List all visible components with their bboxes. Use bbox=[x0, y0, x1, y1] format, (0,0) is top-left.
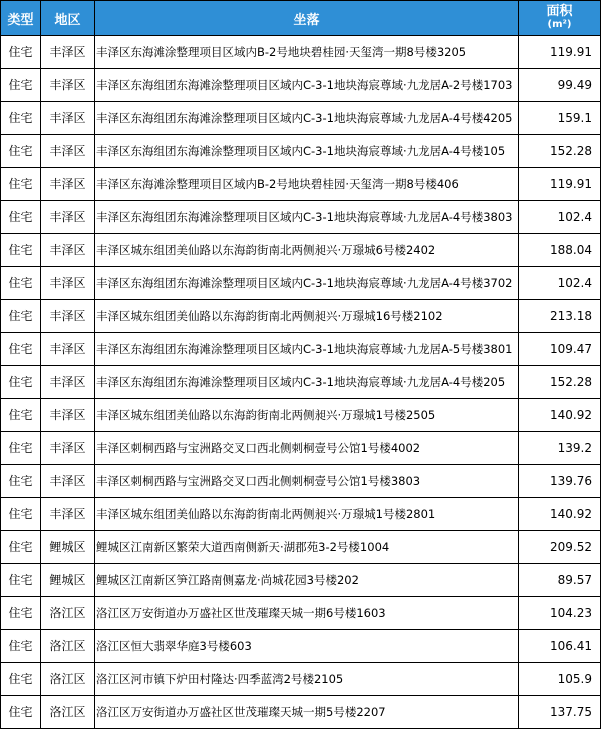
cell-district: 丰泽区 bbox=[41, 399, 95, 432]
table-row bbox=[1, 69, 601, 102]
cell-address: 洛江区河市镇下炉田村隆达·四季蓝湾2号楼2105 bbox=[95, 663, 519, 696]
table-row bbox=[1, 597, 601, 630]
cell-area: 188.04 bbox=[519, 234, 601, 267]
cell-district: 丰泽区 bbox=[41, 333, 95, 366]
table-row bbox=[1, 300, 601, 333]
header-area-unit: (m²) bbox=[547, 19, 572, 30]
cell-address: 丰泽区东海组团东海滩涂整理项目区域内C-3-1地块海宸尊域·九龙居A-4号楼3803 bbox=[95, 201, 519, 234]
table-header bbox=[1, 1, 601, 36]
cell-type: 住宅 bbox=[1, 201, 41, 234]
cell-district: 丰泽区 bbox=[41, 201, 95, 234]
cell-district: 丰泽区 bbox=[41, 498, 95, 531]
table-row bbox=[1, 663, 601, 696]
cell-address: 洛江区万安街道办万盛社区世茂璀璨天城一期6号楼1603 bbox=[95, 597, 519, 630]
cell-address: 丰泽区东海滩涂整理项目区域内B-2号地块碧桂园·天玺湾一期8号楼3205 bbox=[95, 36, 519, 69]
cell-address: 洛江区恒大翡翠华庭3号楼603 bbox=[95, 630, 519, 663]
cell-address: 丰泽区城东组团美仙路以东海韵街南北两侧昶兴·万璟城1号楼2505 bbox=[95, 399, 519, 432]
header-area-label: 面积 bbox=[546, 4, 573, 19]
cell-district: 丰泽区 bbox=[41, 432, 95, 465]
table-row bbox=[1, 267, 601, 300]
cell-district: 丰泽区 bbox=[41, 366, 95, 399]
cell-area: 119.91 bbox=[519, 36, 601, 69]
cell-type: 住宅 bbox=[1, 69, 41, 102]
header-row bbox=[1, 1, 601, 36]
cell-type: 住宅 bbox=[1, 36, 41, 69]
cell-type: 住宅 bbox=[1, 366, 41, 399]
table-row bbox=[1, 234, 601, 267]
cell-address: 鲤城区江南新区笋江路南侧嘉龙·尚城花园3号楼202 bbox=[95, 564, 519, 597]
cell-area: 209.52 bbox=[519, 531, 601, 564]
cell-district: 丰泽区 bbox=[41, 36, 95, 69]
cell-area: 152.28 bbox=[519, 366, 601, 399]
table-row bbox=[1, 135, 601, 168]
cell-type: 住宅 bbox=[1, 168, 41, 201]
cell-district: 丰泽区 bbox=[41, 168, 95, 201]
cell-district: 丰泽区 bbox=[41, 69, 95, 102]
cell-area: 105.9 bbox=[519, 663, 601, 696]
cell-area: 213.18 bbox=[519, 300, 601, 333]
cell-area: 140.92 bbox=[519, 399, 601, 432]
cell-address: 丰泽区东海组团东海滩涂整理项目区域内C-3-1地块海宸尊域·九龙居A-4号楼4205 bbox=[95, 102, 519, 135]
cell-area: 119.91 bbox=[519, 168, 601, 201]
cell-type: 住宅 bbox=[1, 498, 41, 531]
cell-address: 丰泽区东海组团东海滩涂整理项目区域内C-3-1地块海宸尊域·九龙居A-4号楼3702 bbox=[95, 267, 519, 300]
cell-address: 丰泽区东海组团东海滩涂整理项目区域内C-3-1地块海宸尊域·九龙居A-5号楼3801 bbox=[95, 333, 519, 366]
cell-address: 丰泽区东海滩涂整理项目区域内B-2号地块碧桂园·天玺湾一期8号楼406 bbox=[95, 168, 519, 201]
cell-type: 住宅 bbox=[1, 432, 41, 465]
table-row bbox=[1, 564, 601, 597]
cell-type: 住宅 bbox=[1, 696, 41, 729]
cell-address: 丰泽区城东组团美仙路以东海韵街南北两侧昶兴·万璟城6号楼2402 bbox=[95, 234, 519, 267]
cell-area: 140.92 bbox=[519, 498, 601, 531]
table-row bbox=[1, 531, 601, 564]
cell-area: 104.23 bbox=[519, 597, 601, 630]
cell-area: 139.76 bbox=[519, 465, 601, 498]
table-row bbox=[1, 333, 601, 366]
cell-area: 139.2 bbox=[519, 432, 601, 465]
cell-type: 住宅 bbox=[1, 399, 41, 432]
cell-area: 102.4 bbox=[519, 201, 601, 234]
cell-type: 住宅 bbox=[1, 564, 41, 597]
cell-area: 159.1 bbox=[519, 102, 601, 135]
table-row bbox=[1, 366, 601, 399]
table-row bbox=[1, 498, 601, 531]
table-row bbox=[1, 36, 601, 69]
cell-area: 89.57 bbox=[519, 564, 601, 597]
table-row bbox=[1, 201, 601, 234]
cell-address: 洛江区万安街道办万盛社区世茂璀璨天城一期5号楼2207 bbox=[95, 696, 519, 729]
cell-area: 99.49 bbox=[519, 69, 601, 102]
cell-type: 住宅 bbox=[1, 465, 41, 498]
cell-address: 鲤城区江南新区繁荣大道西南侧新天·湖郡苑3-2号楼1004 bbox=[95, 531, 519, 564]
cell-area: 109.47 bbox=[519, 333, 601, 366]
table-body bbox=[1, 36, 601, 729]
table-row bbox=[1, 630, 601, 663]
table-row bbox=[1, 399, 601, 432]
cell-type: 住宅 bbox=[1, 267, 41, 300]
cell-address: 丰泽区城东组团美仙路以东海韵街南北两侧昶兴·万璟城16号楼2102 bbox=[95, 300, 519, 333]
header-district: 地区 bbox=[41, 1, 95, 36]
cell-district: 丰泽区 bbox=[41, 465, 95, 498]
header-address: 坐落 bbox=[95, 1, 519, 36]
cell-district: 丰泽区 bbox=[41, 102, 95, 135]
header-type: 类型 bbox=[1, 1, 41, 36]
cell-type: 住宅 bbox=[1, 333, 41, 366]
cell-district: 丰泽区 bbox=[41, 300, 95, 333]
cell-type: 住宅 bbox=[1, 234, 41, 267]
cell-area: 106.41 bbox=[519, 630, 601, 663]
cell-address: 丰泽区城东组团美仙路以东海韵街南北两侧昶兴·万璟城1号楼2801 bbox=[95, 498, 519, 531]
cell-district: 丰泽区 bbox=[41, 234, 95, 267]
cell-type: 住宅 bbox=[1, 597, 41, 630]
table-row bbox=[1, 465, 601, 498]
table-row bbox=[1, 432, 601, 465]
cell-type: 住宅 bbox=[1, 300, 41, 333]
cell-address: 丰泽区东海组团东海滩涂整理项目区域内C-3-1地块海宸尊域·九龙居A-4号楼205 bbox=[95, 366, 519, 399]
cell-district: 洛江区 bbox=[41, 663, 95, 696]
cell-type: 住宅 bbox=[1, 135, 41, 168]
cell-district: 洛江区 bbox=[41, 597, 95, 630]
cell-area: 137.75 bbox=[519, 696, 601, 729]
cell-district: 洛江区 bbox=[41, 630, 95, 663]
cell-address: 丰泽区刺桐西路与宝洲路交叉口西北侧刺桐壹号公馆1号楼3803 bbox=[95, 465, 519, 498]
table-row bbox=[1, 102, 601, 135]
table-row bbox=[1, 696, 601, 729]
cell-district: 丰泽区 bbox=[41, 135, 95, 168]
cell-address: 丰泽区刺桐西路与宝洲路交叉口西北侧刺桐壹号公馆1号楼4002 bbox=[95, 432, 519, 465]
cell-type: 住宅 bbox=[1, 630, 41, 663]
cell-area: 102.4 bbox=[519, 267, 601, 300]
cell-type: 住宅 bbox=[1, 663, 41, 696]
table-row bbox=[1, 168, 601, 201]
cell-area: 152.28 bbox=[519, 135, 601, 168]
cell-district: 洛江区 bbox=[41, 696, 95, 729]
cell-district: 鲤城区 bbox=[41, 531, 95, 564]
cell-type: 住宅 bbox=[1, 531, 41, 564]
cell-address: 丰泽区东海组团东海滩涂整理项目区域内C-3-1地块海宸尊域·九龙居A-2号楼1703 bbox=[95, 69, 519, 102]
cell-address: 丰泽区东海组团东海滩涂整理项目区域内C-3-1地块海宸尊域·九龙居A-4号楼105 bbox=[95, 135, 519, 168]
cell-district: 鲤城区 bbox=[41, 564, 95, 597]
header-area bbox=[519, 1, 601, 36]
cell-district: 丰泽区 bbox=[41, 267, 95, 300]
cell-type: 住宅 bbox=[1, 102, 41, 135]
